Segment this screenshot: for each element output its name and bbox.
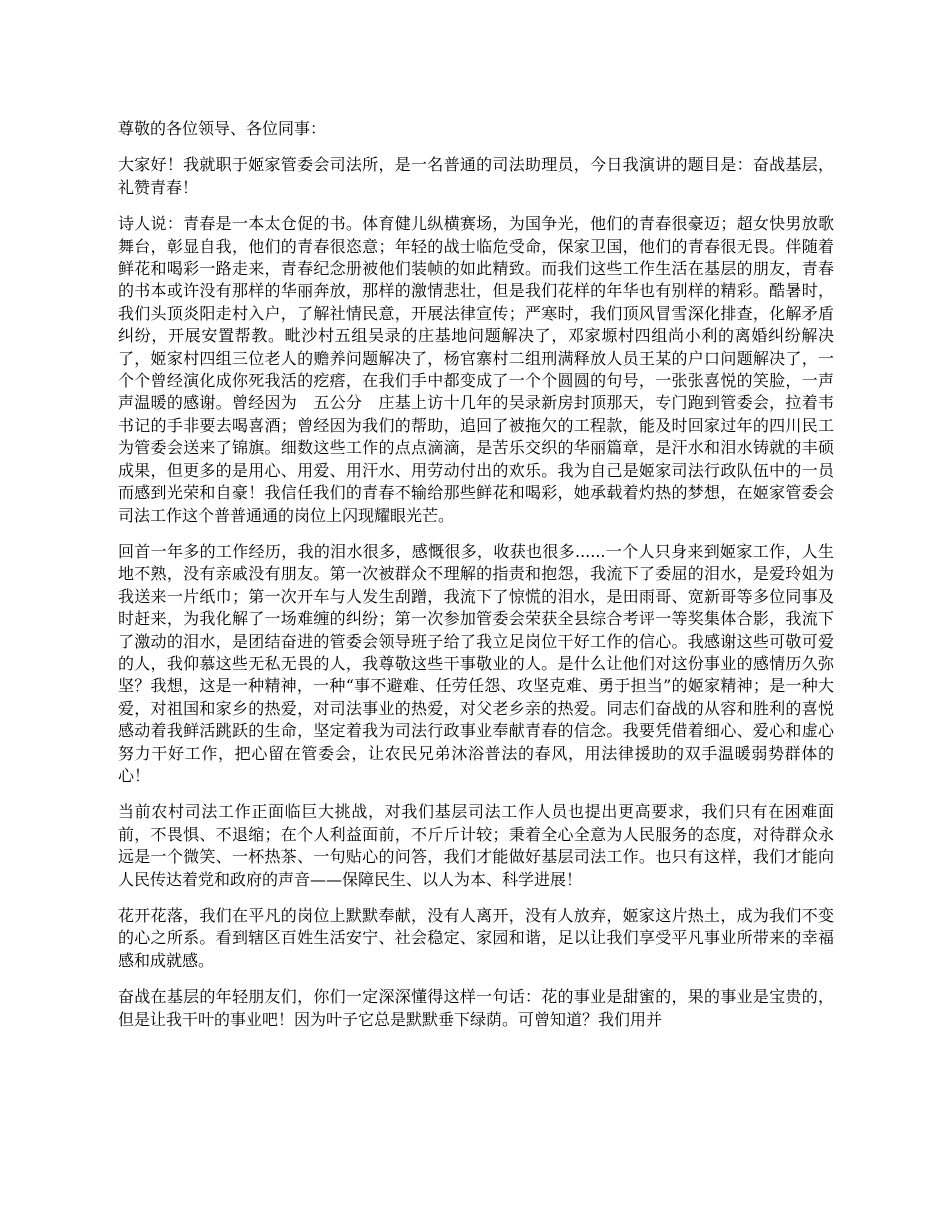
salutation: 尊敬的各位领导、各位同事：	[118, 119, 327, 138]
paragraph-youth: 诗人说：青春是一本太仓促的书。体育健儿纵横赛场，为国争光，他们的青春很豪迈；超女快男放歌舞台，彰显自我，他们的青春很恣意；年轻的战士临危受命，保家卫国，他们的青春很无畏。伴随着鲜花和喝彩一路走来，青春纪念册被他们装帧的如此精致。而我们这些工作生活在基层的朋友，青春的书本或许没有那样的华丽奔放，那样的激情悲壮，但是我们花样的年华也有别样的精彩。酷暑时，我们头顶炎阳走村入户，了解社情民意，开展法律宣传；严寒时，我们顶风冒雪深化排查，化解矛盾纠纷，开展安置帮教。毗沙村五组吴录的庄基地问题解决了，邓家塬村四组尚小利的离婚纠纷解决了，姬家村四组三位老人的赡养问题解决了，杨官寨村二组刑满释放人员王某的户口问题解决了，一个个曾经演化成你死我活的疙瘩，在我们手中都变成了一个个圆圆的句号，一张张喜悦的笑脸，一声声温暖的感谢。曾经因为 五公分 庄基上访十几年的吴录新房封顶那天，专门跑到管委会，拉着韦书记的手非要去喝喜酒；曾经因为我们的帮助，追回了被拖欠的工程款，能及时回家过年的四川民工为管委会送来了锦旗。细数这些工作的点点滴滴，是苦乐交织的华丽篇章，是汗水和泪水铸就的丰硕成果，但更多的是用心、用爱、用汗水、用劳动付出的欢乐。我为自己是姬家司法行政队伍中的一员而感到光荣和自豪！我信任我们的青春不输给那些鲜花和喝彩，她承载着灼热的梦想，在姬家管委会司法工作这个普普通通的岗位上闪现耀眼光芒。	[118, 214, 834, 525]
document-page	[118, 118, 834, 1230]
paragraph-experience: 回首一年多的工作经历，我的泪水很多，感慨很多，收获也很多......一个人只身来到姬家工作，人生地不熟，没有亲戚没有朋友。第一次被群众不理解的指责和抱怨，我流下了委屈的泪水，是爱玲姐为我送来一片纸巾；第一次开车与人发生刮蹭，我流下了惊慌的泪水，是田雨哥、宽新哥等多位同事及时赶来，为我化解了一场难缠的纠纷；第一次参加管委会荣获全县综合考评一等奖集体合影，我流下了激动的泪水，是团结奋进的管委会领导班子给了我立足岗位干好工作的信心。我感谢这些可敬可爱的人，我仰慕这些无私无畏的人，我尊敬这些干事敬业的人。是什么让他们对这份事业的感情历久弥坚？我想，这是一种精神，一种“事不避难、任劳任怨、攻坚克难、勇于担当”的姬家精神；是一种大爱，对祖国和家乡的热爱，对司法事业的热爱，对父老乡亲的热爱。同志们奋战的从容和胜利的喜悦感动着我鲜活跳跃的生命，坚定着我为司法行政事业奉献青春的信念。我要凭借着细心、爱心和虚心努力干好工作，把心留在管委会，让农民兄弟沐浴普法的春风，用法律援助的双手温暖弱势群体的心！	[118, 541, 834, 785]
paragraph-challenge: 当前农村司法工作正面临巨大挑战，对我们基层司法工作人员也提出更高要求，我们只有在困难面前，不畏惧、不退缩；在个人利益面前，不斤斤计较；秉着全心全意为人民服务的态度，对待群众永远是一个微笑、一杯热茶、一句贴心的问答，我们才能做好基层司法工作。也只有这样，我们才能向人民传达着党和政府的声音——保障民生、以人为本、科学进展！	[118, 802, 834, 889]
paragraph-appeal: 奋战在基层的年轻朋友们，你们一定深深懂得这样一句话：花的事业是甜蜜的，果的事业是宝贵的，但是让我干叶的事业吧！因为叶子它总是默默垂下绿荫。可曾知道？我们用并	[118, 987, 834, 1029]
paragraph-greeting: 大家好！我就职于姬家管委会司法所，是一名普通的司法助理员，今日我演讲的题目是：奋战基层，礼赞青春！	[118, 155, 834, 197]
paragraph-dedication: 花开花落，我们在平凡的岗位上默默奉献，没有人离开，没有人放弃，姬家这片热土，成为我们不变的心之所系。看到辖区百姓生活安宁、社会稳定、家园和谐，足以让我们享受平凡事业所带来的幸福感和成就感。	[118, 906, 834, 970]
